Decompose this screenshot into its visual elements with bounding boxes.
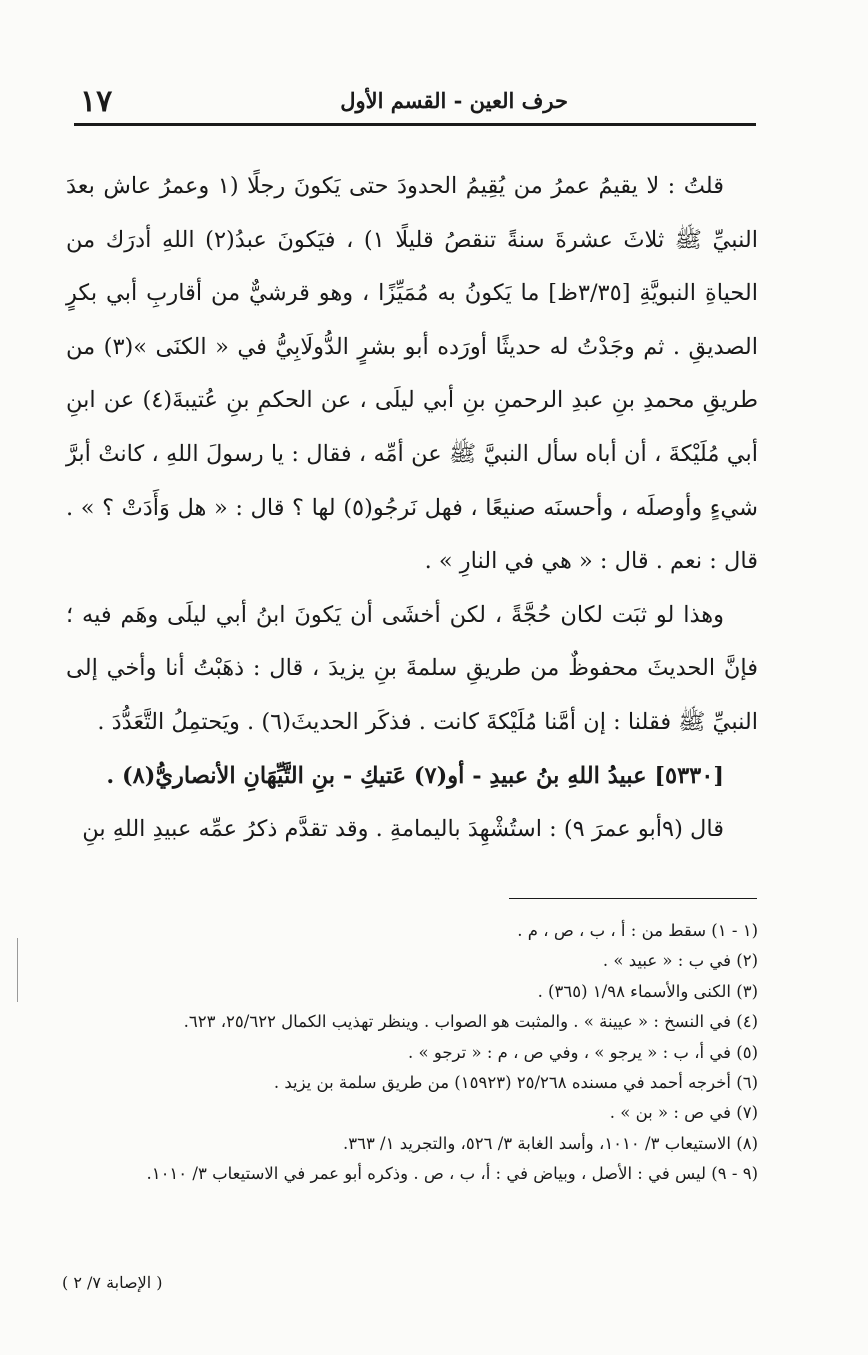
footnote: (٨) الاستيعاب ٣/ ١٠١٠، وأسد الغابة ٣/ ٥٢٦، والتجريد ١/ ٣٦٣.	[342, 1133, 758, 1153]
footnote: (١ - ١) سقط من : أ ، ب ، ص ، م .	[517, 921, 758, 940]
footnote: (٧) في ص : « بن » .	[609, 1103, 758, 1123]
footnote: (٩ - ٩) ليس في : الأصل ، وبياض في : أ، ب ، ص . وذكره أبو عمر في الاستيعاب ٣/ ١٠١٠.	[146, 1164, 758, 1184]
footnote: (٤) في النسخ : « عيينة » . والمثبت هو الصواب . وينظر تهذيب الكمال ٢٥/٦٢٢، ٦٢٣.	[183, 1012, 758, 1032]
footnote: (٢) في ب : « عبيد » .	[602, 951, 758, 971]
footnote: (٣) الكنى والأسماء ١/٩٨ (٣٦٥) .	[537, 981, 758, 1001]
paragraph-2: وهذا لو ثبَت لكان حُجَّةً ، لكن أخشَى أن يَكونَ ابنُ أبي ليلَى وهَم فيه ؛ فإنَّ الحديثَ محفوظٌ من طريقِ سلمةَ بنِ يزيدَ ، قال : ذهَبْتُ أنا وأخي إلى النبيِّ ﷺ فقلنا : إن أمَّنا مُلَيْكةَ كانت . فذكَر الحديثَ(٦) . ويَحتمِلُ التَّعَدُّدَ .	[66, 601, 758, 735]
footnotes	[46, 916, 758, 1190]
footnote: (٥) في أ، ب : « يرجو » ، وفي ص ، م : « ترجو » .	[407, 1042, 758, 1062]
header-rule	[74, 123, 756, 126]
margin-mark	[17, 938, 18, 1002]
page-number: ١٧	[80, 84, 113, 119]
main-text	[66, 160, 758, 857]
footnote-separator	[509, 898, 757, 899]
paragraph-3: قال (٩أبو عمرَ ٩) : استُشْهِدَ باليمامةِ . وقد تقدَّم ذكرُ عمِّه عبيدِ اللهِ بنِ	[82, 816, 724, 843]
running-head: حرف العين - القسم الأول	[340, 88, 568, 113]
entry-heading: [٥٣٣٠] عبيدُ اللهِ بنُ عبيدِ - أو(٧) عَتيكِ - بنِ التَّيِّهَانِ الأنصاريُّ(٨) .	[106, 762, 724, 789]
footnote: (٦) أخرجه أحمد في مسنده ٢٥/٢٦٨ (١٥٩٢٣) من طريق سلمة بن يزيد .	[273, 1073, 758, 1093]
paragraph-1: قلتُ : لا يقيمُ عمرُ من يُقِيمُ الحدودَ حتى يَكونَ رجلًا (١ وعمرُ عاش بعدَ النبيِّ ﷺ ثلاثَ عشرةَ سنةً تنقصُ قليلًا ١) ، فيَكونَ عبدُ(٢) اللهِ أدرَك من الحياةِ النبويَّةِ [٣/٣٥ظ] ما يَكونُ به مُمَيِّزًا ، وهو قرشيٌّ من أقاربِ أبي بكرٍ الصديقِ . ثم وجَدْتُ له حديثًا أورَده أبو بشرٍ الدُّولَابِيُّ في « الكنَى »(٣) من طريقِ محمدِ بنِ عبدِ الرحمنِ بنِ أبي ليلَى ، عن الحكمِ بنِ عُتيبةَ(٤) عن ابنِ أبي مُلَيْكةَ ، أن أباه سأل النبيَّ ﷺ عن أمِّه ، فقال : يا رسولَ اللهِ ، كانتْ أبرَّ شيءٍ وأوصلَه ، وأحسنَه صنيعًا ، فهل نَرجُو(٥) لها ؟ قال : « هل وَأَدَتْ ؟ » . قال : نعم . قال : « هي في النارِ » .	[66, 173, 759, 575]
signature-mark: ( الإصابة ٧/ ٢ )	[62, 1273, 163, 1292]
